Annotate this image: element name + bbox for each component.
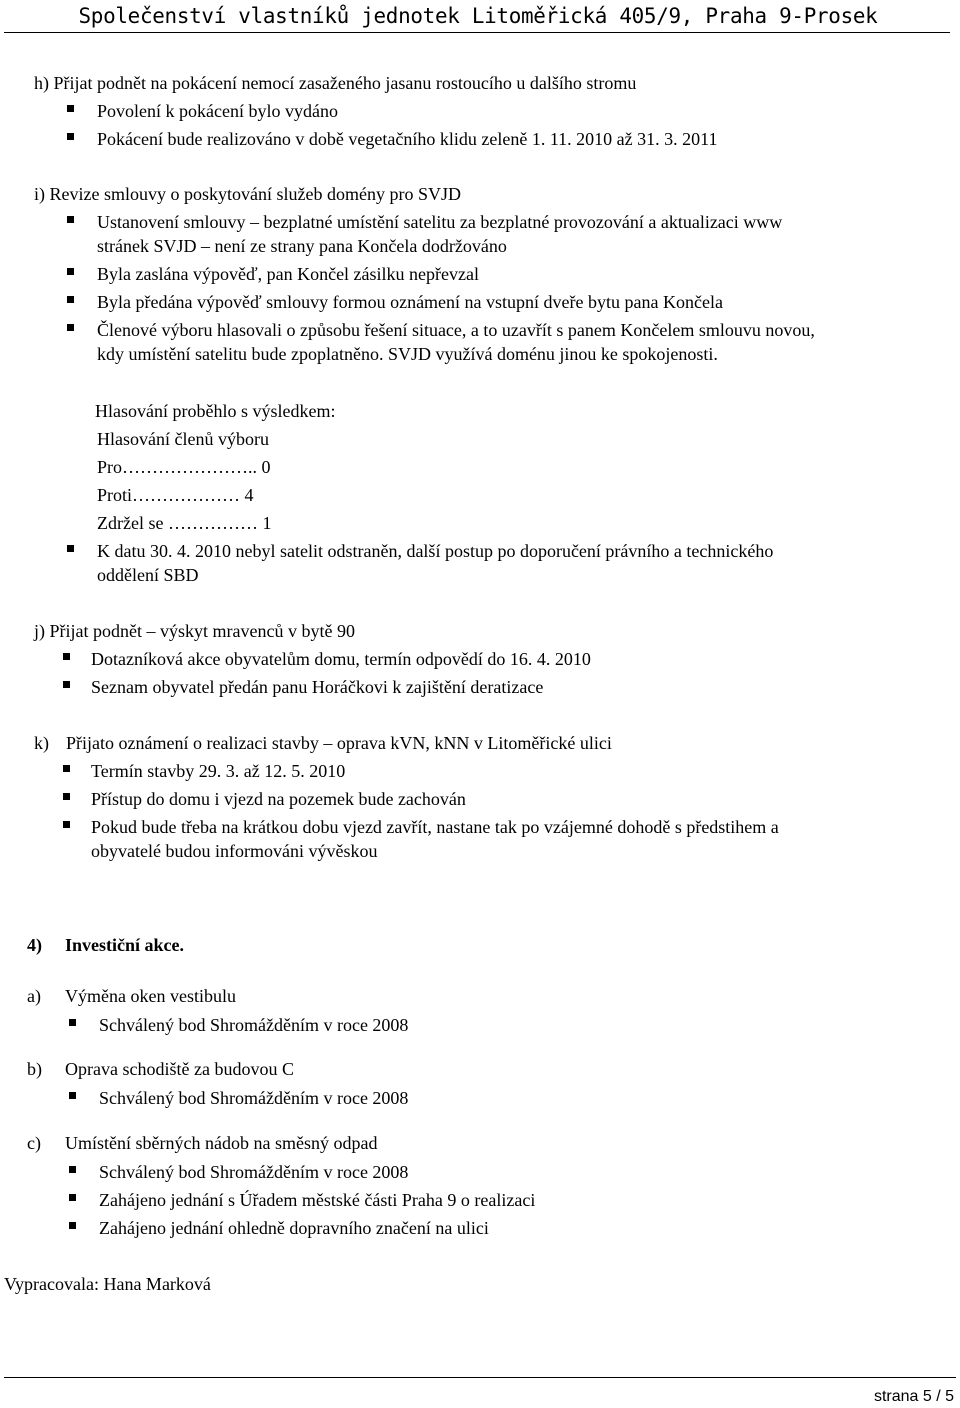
section-i-bullet: Byla předána výpověď smlouvy formou oznámení na vstupní dveře bytu pana Končela bbox=[97, 292, 723, 312]
section-h-title: h) Přijat podnět na pokácení nemocí zasaženého jasanu rostoucího u dalšího stromu bbox=[34, 73, 637, 93]
section-i-bullet-cont: stránek SVJD – není ze strany pana Končela dodržováno bbox=[97, 236, 507, 256]
item-a-title: Výměna oken vestibulu bbox=[65, 986, 236, 1006]
section-i-bullet-cont: oddělení SBD bbox=[97, 565, 199, 585]
section-h-bullet: Pokácení bude realizováno v době vegetačního klidu zeleně 1. 11. 2010 až 31. 3. 2011 bbox=[97, 129, 718, 149]
item-b-bullet: Schválený bod Shromážděním v roce 2008 bbox=[99, 1088, 409, 1108]
section-h-bullet: Povolení k pokácení bylo vydáno bbox=[97, 101, 338, 121]
bullet-icon bbox=[67, 296, 74, 303]
bullet-icon bbox=[63, 681, 70, 688]
section-i-bullet: Ustanovení smlouvy – bezplatné umístění satelitu za bezplatné provozování a aktualizaci www bbox=[97, 212, 783, 232]
section-i-bullet: Členové výboru hlasovali o způsobu řešení situace, a to uzavřít s panem Končelem smlouvu novou, bbox=[97, 320, 815, 340]
section-k-bullet: Přístup do domu i vjezd na pozemek bude zachován bbox=[91, 789, 466, 809]
page-header: Společenství vlastníků jednotek Litoměřická 405/9, Praha 9-Prosek bbox=[78, 4, 878, 28]
item-c-bullet: Schválený bod Shromážděním v roce 2008 bbox=[99, 1162, 409, 1182]
bullet-icon bbox=[69, 1019, 76, 1026]
section-4-title: Investiční akce. bbox=[65, 935, 184, 955]
bullet-icon bbox=[67, 545, 74, 552]
bullet-icon bbox=[63, 793, 70, 800]
vote-pro: Pro………………….. 0 bbox=[97, 457, 271, 477]
bullet-icon bbox=[63, 765, 70, 772]
bullet-icon bbox=[69, 1222, 76, 1229]
bullet-icon bbox=[69, 1092, 76, 1099]
item-a-bullet: Schválený bod Shromážděním v roce 2008 bbox=[99, 1015, 409, 1035]
bullet-icon bbox=[63, 653, 70, 660]
bullet-icon bbox=[69, 1166, 76, 1173]
vote-subtitle: Hlasování členů výboru bbox=[97, 429, 269, 449]
bullet-icon bbox=[67, 216, 74, 223]
section-i-bullet: Byla zaslána výpověď, pan Končel zásilku nepřevzal bbox=[97, 264, 479, 284]
section-k-bullet: Pokud bude třeba na krátkou dobu vjezd zavřít, nastane tak po vzájemné dohodě s předstihem a bbox=[91, 817, 779, 837]
section-j-bullet: Seznam obyvatel předán panu Horáčkovi k zajištění deratizace bbox=[91, 677, 544, 697]
section-k-label: k) bbox=[34, 733, 49, 753]
page-number: strana 5 / 5 bbox=[873, 1388, 954, 1405]
bullet-icon bbox=[69, 1194, 76, 1201]
bullet-icon bbox=[67, 133, 74, 140]
bullet-icon bbox=[63, 821, 70, 828]
header-rule bbox=[4, 32, 950, 33]
section-k-title: Přijato oznámení o realizaci stavby – oprava kVN, kNN v Litoměřické ulici bbox=[66, 733, 612, 753]
section-k-bullet: Termín stavby 29. 3. až 12. 5. 2010 bbox=[91, 761, 346, 781]
bullet-icon bbox=[67, 268, 74, 275]
section-j-title: j) Přijat podnět – výskyt mravenců v bytě 90 bbox=[34, 621, 355, 641]
bullet-icon bbox=[67, 324, 74, 331]
vote-zdrzel: Zdržel se …………… 1 bbox=[97, 513, 272, 533]
section-k-bullet-cont: obyvatelé budou informováni vývěskou bbox=[91, 841, 378, 861]
footer-rule bbox=[4, 1377, 956, 1378]
item-a-label: a) bbox=[27, 986, 41, 1006]
section-i-title: i) Revize smlouvy o poskytování služeb domény pro SVJD bbox=[34, 184, 461, 204]
vote-proti: Proti……………… 4 bbox=[97, 485, 254, 505]
bullet-icon bbox=[67, 105, 74, 112]
item-b-title: Oprava schodiště za budovou C bbox=[65, 1059, 294, 1079]
section-j-bullet: Dotazníková akce obyvatelům domu, termín odpovědí do 16. 4. 2010 bbox=[91, 649, 591, 669]
item-b-label: b) bbox=[27, 1059, 42, 1079]
section-4-number: 4) bbox=[27, 935, 42, 955]
item-c-title: Umístění sběrných nádob na směsný odpad bbox=[65, 1133, 378, 1153]
author-line: Vypracovala: Hana Marková bbox=[4, 1274, 211, 1294]
vote-title: Hlasování proběhlo s výsledkem: bbox=[95, 401, 336, 421]
section-i-bullet: K datu 30. 4. 2010 nebyl satelit odstraněn, další postup po doporučení právního a technického bbox=[97, 541, 774, 561]
item-c-label: c) bbox=[27, 1133, 41, 1153]
section-i-bullet-cont: kdy umístění satelitu bude zpoplatněno. SVJD využívá doménu jinou ke spokojenosti. bbox=[97, 344, 718, 364]
item-c-bullet: Zahájeno jednání ohledně dopravního značení na ulici bbox=[99, 1218, 489, 1238]
item-c-bullet: Zahájeno jednání s Úřadem městské části Praha 9 o realizaci bbox=[99, 1190, 536, 1210]
